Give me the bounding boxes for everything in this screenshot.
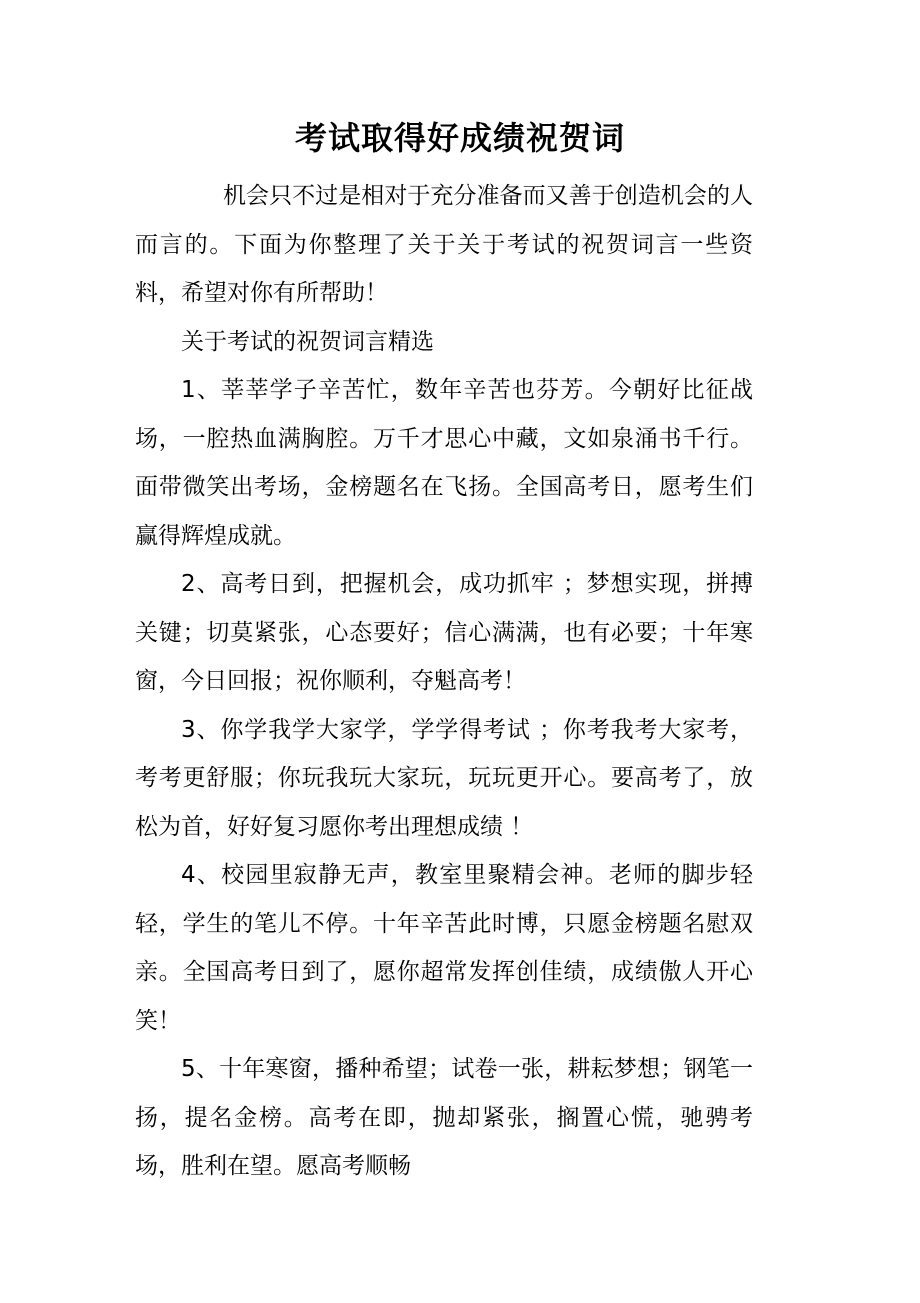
- greeting-item-2: 2、高考日到，把握机会，成功抓牢 ；梦想实现，拼搏关键；切莫紧张，心态要好；信心满满，也有必要；十年寒窗，今日回报；祝你顺利，夺魁高考！: [135, 571, 753, 694]
- greeting-item-4: 4、校园里寂静无声，教室里聚精会神。老师的脚步轻轻，学生的笔儿不停。十年辛苦此时博，只愿金榜题名慰双亲。全国高考日到了，愿你超常发挥创佳绩，成绩傲人开心 笑！: [135, 862, 753, 1034]
- greeting-item-3: 3、你学我学大家学，学学得考试 ；你考我考大家考，考考更舒服；你玩我玩大家玩，玩玩更开心。要高考了，放松为首，好好复习愿你考出理想成绩 ！: [135, 716, 753, 840]
- greeting-item-1: 1、莘莘学子辛苦忙，数年辛苦也芬芳。今朝好比征战场，一腔热血满胸腔。万千才思心中藏，文如泉涌书千行。面带微笑出考场，金榜题名在飞扬。全国高考日，愿考生们赢得辉煌成就。: [135, 377, 753, 549]
- section-heading: 关于考试的祝贺词言精选: [181, 328, 434, 355]
- intro-paragraph: 机会只不过是相对于充分准备而又善于创造机会的人而言的。下面为你整理了关于关于考试的祝贺词言一些资料，希望对你有所帮助！: [135, 183, 753, 306]
- document-title: 考试取得好成绩祝贺词: [294, 119, 625, 157]
- greeting-item-5: 5、十年寒窗，播种希望；试卷一张，耕耘梦想；钢笔一扬，提名金榜。高考在即，抛却紧张，搁置心慌，驰骋考场，胜利在望。愿高考顺畅: [135, 1056, 753, 1179]
